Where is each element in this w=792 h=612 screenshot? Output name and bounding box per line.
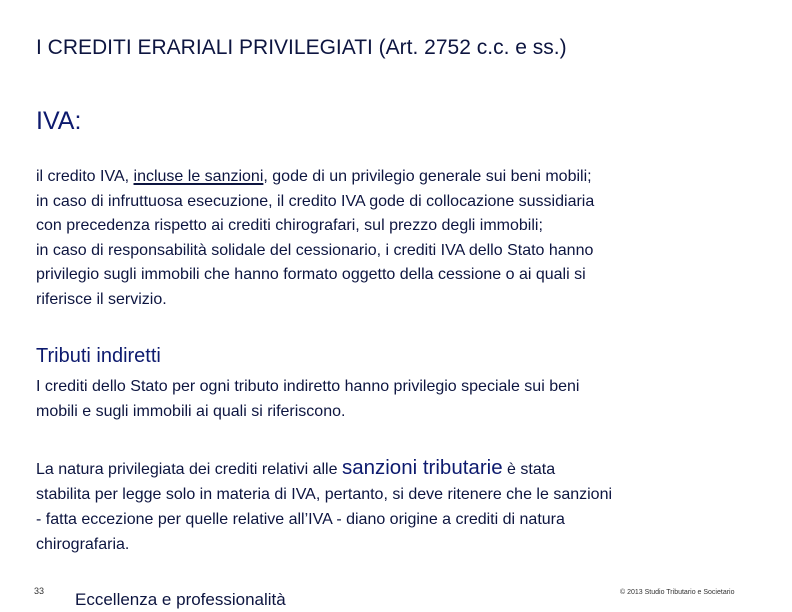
sanzioni-paragraph (36, 455, 612, 557)
footer-tagline: Eccellenza e professionalità (75, 590, 286, 609)
iva-line: riferisce il servizio. (36, 290, 167, 308)
sanzioni-line: chirografaria. (36, 536, 130, 553)
tributi-heading: Tributi indiretti (36, 345, 161, 367)
page-number: 33 (34, 586, 45, 596)
iva-paragraph (36, 165, 594, 312)
iva-line: in caso di infruttuosa esecuzione, il credito IVA gode di collocazione sussidiaria (36, 192, 595, 210)
footer-copyright: © 2013 Studio Tributario e Societario (620, 589, 735, 596)
sanzioni-line-1-pre: La natura privilegiata dei crediti relativi alle (36, 461, 342, 478)
iva-underlined-phrase: incluse le sanzioni (133, 168, 264, 185)
sanzioni-emphasis: sanzioni tributarie (341, 456, 503, 479)
iva-line-1-pre: il credito IVA, (36, 168, 134, 185)
slide-title: I CREDITI ERARIALI PRIVILEGIATI (Art. 2752 c.c. e ss.) (36, 36, 567, 59)
iva-line-1-post: , gode di un privilegio generale sui beni mobili; (263, 168, 592, 185)
sanzioni-line-1 (36, 455, 612, 482)
iva-line: con precedenza rispetto ai crediti chirografari, sul prezzo degli immobili; (36, 217, 543, 234)
iva-line: privilegio sugli immobili che hanno formato oggetto della cessione o ai quali si (36, 266, 586, 283)
sanzioni-line-1-post: è stata (502, 461, 556, 478)
sanzioni-line: - fatta eccezione per quelle relative all’IVA - diano origine a crediti di natura (36, 511, 565, 528)
iva-heading: IVA: (36, 107, 82, 135)
tributi-line: mobili e sugli immobili ai quali si riferiscono. (36, 402, 346, 420)
sanzioni-line: stabilita per legge solo in materia di IVA, pertanto, si deve ritenere che le sanzioni (36, 486, 613, 503)
iva-line: in caso di responsabilità solidale del cessionario, i crediti IVA dello Stato hanno (36, 241, 594, 259)
tributi-line: I crediti dello Stato per ogni tributo indiretto hanno privilegio speciale sui beni (36, 378, 580, 395)
iva-line-1 (36, 165, 594, 190)
tributi-paragraph (36, 375, 579, 424)
